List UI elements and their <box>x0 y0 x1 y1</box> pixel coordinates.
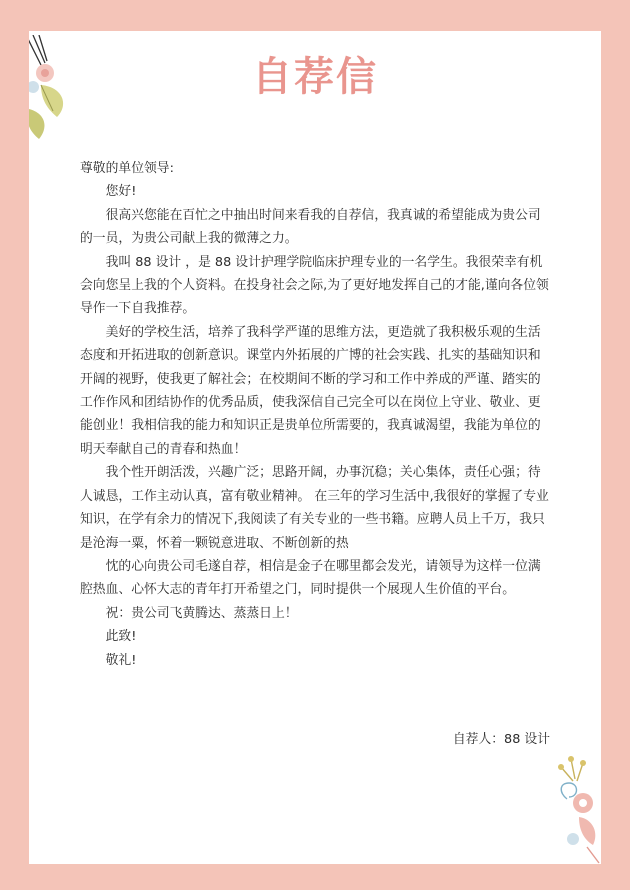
paragraph-3: 美好的学校生活，培养了我科学严谨的思维方法，更造就了我积极乐观的生活态度和开拓进取的创新意识。课堂内外拓展的广博的社会实践、扎实的基础知识和开阔的视野，使我更了解社会；在校期间不断的学习和工作中养成的严谨、踏实的工作作风和团结协作的优秀品质，使我深信自己完全可以在岗位上守业、敬业、更能创业！我相信我的能力和知识正是贵单位所需要的，我真诚渴望，我能为单位的明天奉献自己的青春和热血！ <box>80 324 541 457</box>
paragraph-1: 很高兴您能在百忙之中抽出时间来看我的自荐信，我真诚的希望能成为贵公司的一员，为贵公司献上我的微薄之力。 <box>80 207 541 247</box>
page-title: 自荐信 <box>252 54 378 100</box>
greeting: 您好! <box>105 184 137 200</box>
wish-line: 祝：贵公司飞黄腾达、蒸蒸日上！ <box>105 605 298 621</box>
letter-page <box>29 31 601 864</box>
signature: 自荐人：88 设计 <box>452 732 550 747</box>
salutation: 尊敬的单位领导: <box>80 161 174 176</box>
flower-decoration-bottom-right-icon <box>553 753 601 864</box>
closing-line-2: 敬礼! <box>105 652 137 668</box>
paragraph-4: 我个性开朗活泼，兴趣广泛；思路开阔，办事沉稳；关心集体，责任心强；待人诚恳，工作主动认真，富有敬业精神。 在三年的学习生活中,我很好的掌握了专业知识，在学有余力的情况下,我阅读了有关专业的一些书籍。应聘人员上千万，我只是沧海一粟，怀着一颗锐意进取、不断创新的热 <box>80 465 549 551</box>
paragraph-5: 忱的心向贵公司毛遂自荐，相信是金子在哪里都会发光，请领导为这样一位满腔热血、心怀大志的青年打开希望之门，同时提供一个展现人生价值的平台。 <box>80 558 541 598</box>
closing-line-1: 此致! <box>105 629 137 645</box>
letter-body <box>80 157 550 672</box>
paragraph-2: 我叫 88 设计 ，是 88 设计护理学院临床护理专业的一名学生。我很荣幸有机会向您呈上我的个人资料。在投身社会之际,为了更好地发挥自己的才能,谨向各位领导作一下自我推荐。 <box>80 254 549 317</box>
